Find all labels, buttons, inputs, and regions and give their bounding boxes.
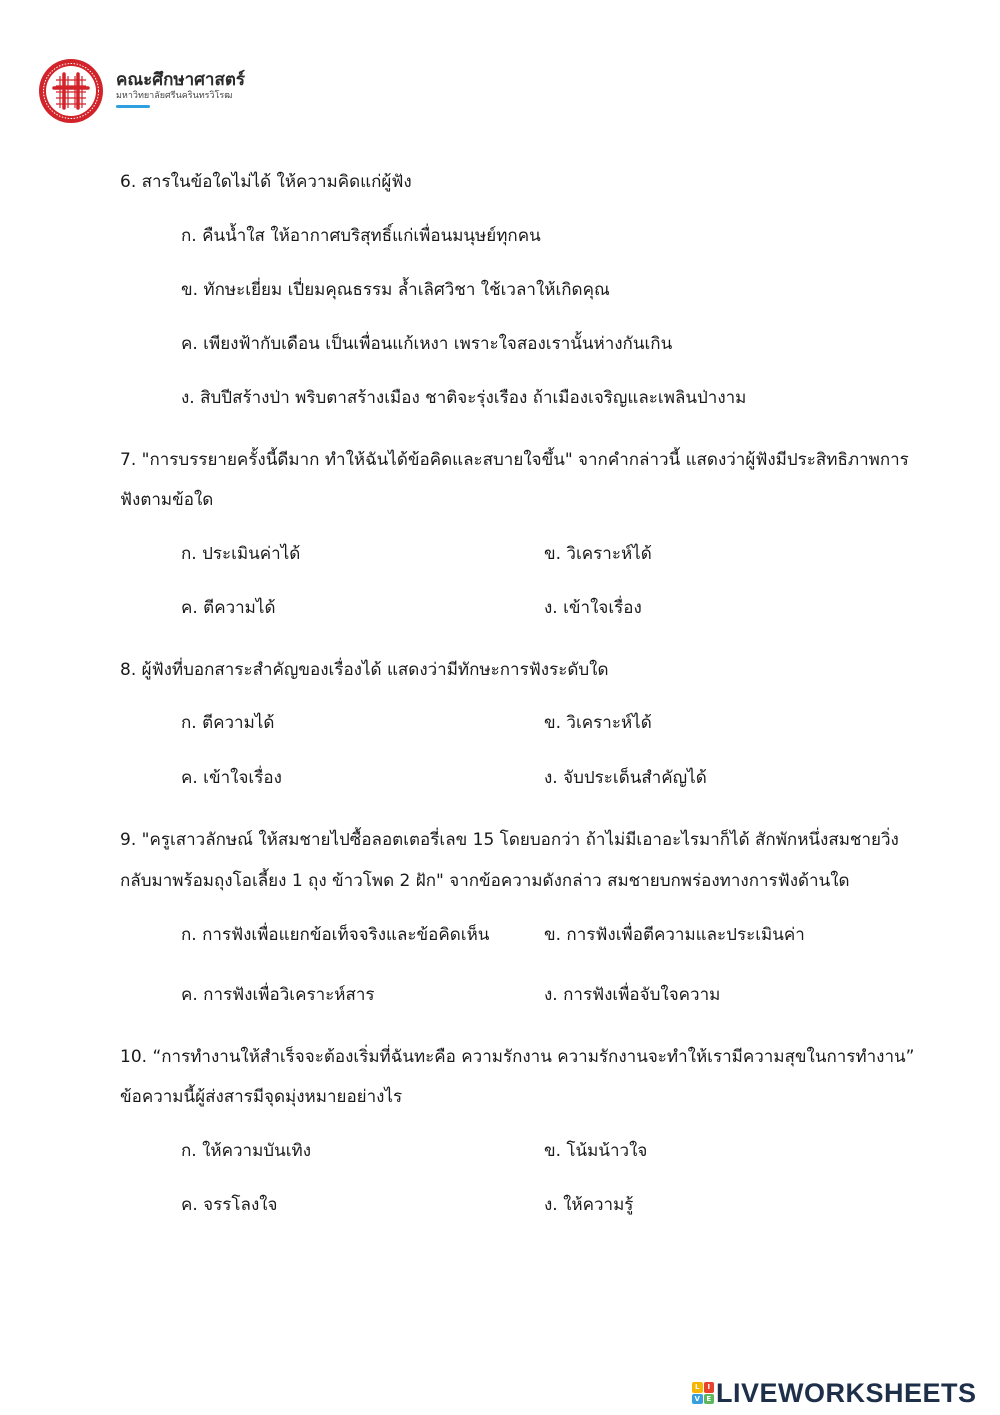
question-9-text-line-2: กลับมาพร้อมถุงโอเลี้ยง 1 ถุง ข้าวโพด 2 ฝัก" จากข้อความดังกล่าว สมชายบกพร่องทางการฟังด้านใด: [120, 871, 850, 891]
question-8-option-c[interactable]: ค. เข้าใจเรื่อง: [181, 768, 282, 788]
question-6-option-c[interactable]: ค. เพียงฟ้ากับเดือน เป็นเพื่อนแก้เหงา เพราะใจสองเรานั้นห่างกันเกิน: [181, 334, 673, 354]
faculty-seal-logo: [38, 58, 104, 124]
liveworksheets-brand: [692, 1378, 977, 1408]
question-9-option-c[interactable]: ค. การฟังเพื่อวิเคราะห์สาร: [181, 985, 375, 1005]
question-6-option-b[interactable]: ข. ทักษะเยี่ยม เปี่ยมคุณธรรม ล้ำเลิศวิชา ใช้เวลาให้เกิดคุณ: [181, 280, 610, 300]
liveworksheets-logo-icon: [692, 1382, 714, 1404]
question-6-option-d[interactable]: ง. สิบปีสร้างป่า พริบตาสร้างเมือง ชาติจะรุ่งเรือง ถ้าเมืองเจริญและเพลินป่างาม: [181, 388, 747, 408]
question-9-text-line-1: 9. "ครูเสาวลักษณ์ ให้สมชายไปซื้อลอตเตอรี่เลข 15 โดยบอกว่า ถ้าไม่มีเอาอะไรมาก็ได้ สักพักหนึ่งสมชายวิ่ง: [120, 830, 899, 850]
question-6-option-a[interactable]: ก. คืนน้ำใส ให้อากาศบริสุทธิ์แก่เพื่อนมนุษย์ทุกคน: [181, 226, 541, 246]
liveworksheets-wordmark: LIVEWORKSHEETS: [716, 1377, 977, 1408]
faculty-header: [116, 70, 245, 108]
question-8-option-b[interactable]: ข. วิเคราะห์ได้: [544, 713, 652, 733]
logo-letter-i: I: [704, 1382, 715, 1393]
question-10-option-b[interactable]: ข. โน้มน้าวใจ: [544, 1141, 648, 1161]
question-8-option-a[interactable]: ก. ตีความได้: [181, 713, 275, 733]
logo-letter-l: L: [692, 1382, 703, 1393]
question-7-option-c[interactable]: ค. ตีความได้: [181, 598, 276, 618]
university-name: มหาวิทยาลัยศรีนครินทรวิโรฒ: [116, 91, 233, 101]
faculty-name: คณะศึกษาศาสตร์: [116, 70, 245, 90]
question-6-text: 6. สารในข้อใดไม่ได้ ให้ความคิดแก่ผู้ฟัง: [120, 172, 412, 192]
question-9-option-d[interactable]: ง. การฟังเพื่อจับใจความ: [544, 985, 721, 1005]
logo-letter-v: V: [692, 1394, 703, 1405]
header-accent-bar: [116, 105, 150, 108]
question-10-text-line-2: ข้อความนี้ผู้ส่งสารมีจุดมุ่งหมายอย่างไร: [120, 1087, 403, 1107]
question-9-option-a[interactable]: ก. การฟังเพื่อแยกข้อเท็จจริงและข้อคิดเห็น: [181, 925, 490, 945]
question-7-text-line-2: ฟังตามข้อใด: [120, 490, 214, 510]
question-10-option-c[interactable]: ค. จรรโลงใจ: [181, 1195, 278, 1215]
question-10-text-line-1: 10. “การทำงานให้สำเร็จจะต้องเริ่มที่ฉันทะคือ ความรักงาน ความรักงานจะทำให้เรามีความสุขในการทำงาน”: [120, 1047, 915, 1067]
question-10-option-d[interactable]: ง. ให้ความรู้: [544, 1195, 634, 1215]
question-8-option-d[interactable]: ง. จับประเด็นสำคัญได้: [544, 768, 707, 788]
question-7-text-line-1: 7. "การบรรยายครั้งนี้ดีมาก ทำให้ฉันได้ข้อคิดและสบายใจขึ้น" จากคำกล่าวนี้ แสดงว่าผู้ฟังมีประสิทธิภาพการ: [120, 450, 909, 470]
logo-letter-e: E: [704, 1394, 715, 1405]
question-7-option-b[interactable]: ข. วิเคราะห์ได้: [544, 544, 652, 564]
question-7-option-d[interactable]: ง. เข้าใจเรื่อง: [544, 598, 642, 618]
question-7-option-a[interactable]: ก. ประเมินค่าได้: [181, 544, 301, 564]
question-9-option-b[interactable]: ข. การฟังเพื่อตีความและประเมินค่า: [544, 925, 805, 945]
question-8-text: 8. ผู้ฟังที่บอกสาระสำคัญของเรื่องได้ แสดงว่ามีทักษะการฟังระดับใด: [120, 660, 609, 680]
question-10-option-a[interactable]: ก. ให้ความบันเทิง: [181, 1141, 312, 1161]
